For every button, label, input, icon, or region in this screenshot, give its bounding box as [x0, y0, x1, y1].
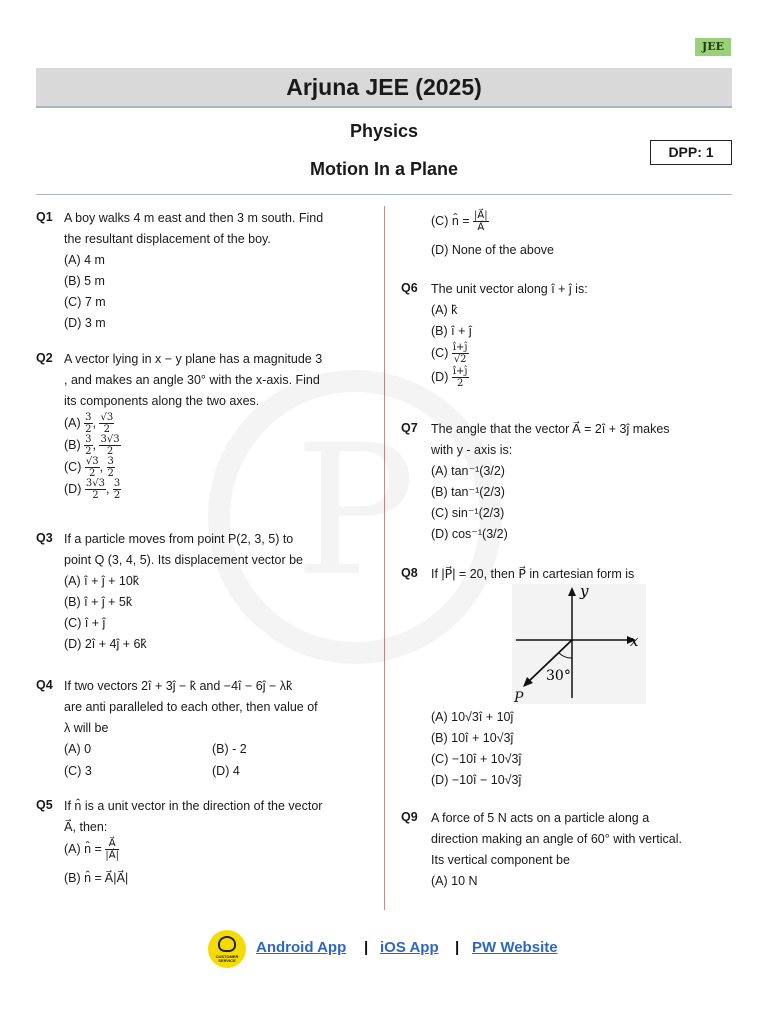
question-text: , and makes an angle 30° with the x-axis. Find — [64, 373, 320, 387]
option-a — [64, 838, 364, 868]
fraction: $\frac{√3}{2}$ — [100, 412, 114, 435]
option-a: (A) 10 N — [431, 874, 478, 888]
vector-diagram — [512, 584, 646, 704]
option-c — [431, 342, 721, 366]
question-4 — [64, 676, 364, 739]
question-text: are anti paralleled to each other, then value of — [64, 700, 318, 714]
ios-app-link[interactable]: iOS App — [380, 939, 439, 956]
question-5-continued — [431, 210, 721, 261]
question-number: Q9 — [401, 810, 418, 824]
question-5 — [64, 796, 364, 889]
question-text: If two vectors 2î + 3ĵ − k̂ and −4î − 6ĵ − λk̂ — [64, 679, 293, 693]
y-arrowhead — [568, 587, 576, 596]
option-c: (C) î + ĵ — [64, 616, 106, 630]
fraction: $\frac{3}{2}$ — [113, 478, 121, 501]
dpp-badge: DPP: 1 — [650, 140, 732, 165]
question-number: Q1 — [36, 210, 53, 224]
option-a: (A) tan⁻¹(3/2) — [431, 464, 505, 478]
option-c: (C) −10î + 10√3ĵ — [431, 752, 522, 766]
fraction: $\frac{3√3}{2}$ — [85, 478, 105, 501]
option-a: (A) 0 — [64, 742, 92, 756]
option-b: (B) 5 m — [64, 274, 105, 288]
option-c: (C) 3 — [64, 764, 92, 778]
question-text: A boy walks 4 m east and then 3 m south. Find — [64, 211, 324, 225]
axes-figure — [512, 584, 646, 704]
fraction: $\frac{√3}{2}$ — [85, 456, 99, 479]
headset-icon — [218, 936, 236, 952]
option-c: (C) sin⁻¹(2/3) — [431, 506, 505, 520]
option-c: (C) 7 m — [64, 295, 106, 309]
x-label: x — [630, 632, 639, 650]
question-text: If |P⃗| = 20, then P⃗ in cartesian form is — [431, 567, 635, 581]
option-d: (D) 4 — [212, 764, 240, 778]
page-title: Arjuna JEE (2025) — [286, 74, 482, 100]
question-7 — [431, 419, 721, 545]
option-d: (D) $\frac{3√3}{2}$ , $\frac{3}{2}$ — [64, 478, 121, 501]
customer-service-logo — [208, 930, 246, 968]
option-label: (B) — [64, 437, 81, 452]
fraction: $\frac{3}{2}$ — [107, 456, 114, 479]
header-divider — [36, 194, 732, 195]
question-1 — [64, 208, 364, 334]
option-b: (B) $\frac{3}{2}$ , $\frac{3√3}{2}$ — [64, 434, 120, 457]
option-b: (B) î + ĵ — [431, 324, 472, 338]
question-6 — [431, 279, 721, 390]
question-number: Q8 — [401, 566, 418, 580]
question-3 — [64, 529, 364, 655]
option-d: (D) None of the above — [431, 243, 554, 257]
option-a: (A) $\frac{3}{2}$ , $\frac{√3}{2}$ — [64, 412, 114, 435]
option-b: (B) - 2 — [212, 742, 247, 756]
question-text: the resultant displacement of the boy. — [64, 232, 271, 246]
question-9 — [431, 808, 721, 892]
option-c — [431, 210, 721, 240]
fraction: $\frac{î+ĵ}{2}$ — [452, 366, 468, 389]
question-number: Q7 — [401, 421, 418, 435]
option-label: (C) — [431, 345, 449, 360]
option-a: (A) 4 m — [64, 253, 105, 267]
option-d: (D) −10î − 10√3ĵ — [431, 773, 522, 787]
option-a: (A) î + ĵ + 10k̂ — [64, 574, 140, 588]
option-a: (A) 10√3î + 10ĵ — [431, 710, 514, 724]
option-label: (D) — [431, 369, 449, 384]
fraction: $\frac{|A⃗|}{A⃗}$ — [474, 210, 488, 233]
option-label: (D) — [64, 481, 82, 496]
question-text: point Q (3, 4, 5). Its displacement vector be — [64, 553, 304, 567]
question-8-options — [431, 707, 721, 791]
exam-tag: JEE — [695, 38, 731, 56]
option-b: (B) n̂ = A⃗|A⃗| — [64, 871, 129, 885]
option-label: (C) n̂ = — [431, 213, 470, 228]
question-number: Q2 — [36, 351, 53, 365]
option-d — [431, 366, 721, 390]
question-text: direction making an angle of 60° with vertical. — [431, 832, 682, 846]
android-app-link[interactable]: Android App — [256, 939, 347, 956]
option-d: (D) 2î + 4ĵ + 6k̂ — [64, 637, 147, 651]
question-text: A force of 5 N acts on a particle along a — [431, 811, 650, 825]
question-number: Q4 — [36, 678, 53, 692]
fraction: $\frac{3}{2}$ — [85, 434, 92, 457]
y-label: y — [580, 584, 589, 600]
subject-heading: Physics — [349, 121, 419, 141]
question-2 — [64, 349, 364, 500]
option-label: (A) n̂ = — [64, 841, 102, 856]
question-text: Its vertical component be — [431, 853, 570, 867]
question-number: Q5 — [36, 798, 53, 812]
option-d: (D) cos⁻¹(3/2) — [431, 527, 508, 541]
angle-label: 30° — [546, 668, 571, 684]
question-text: If n̂ is a unit vector in the direction of the vector — [64, 799, 323, 813]
option-b: (B) î + ĵ + 5k̂ — [64, 595, 133, 609]
question-text: λ will be — [64, 721, 109, 735]
question-text: The angle that the vector A⃗ = 2î + 3ĵ makes — [431, 422, 670, 436]
option-label: (A) — [64, 415, 81, 430]
option-b: (B) 10î + 10√3ĵ — [431, 731, 514, 745]
footer-separator: | — [455, 939, 460, 956]
pw-website-link[interactable]: PW Website — [472, 939, 558, 956]
fraction: $\frac{3√3}{2}$ — [100, 434, 120, 457]
question-text: The unit vector along î + ĵ is: — [431, 282, 588, 296]
option-c: (C) $\frac{√3}{2}$ , $\frac{3}{2}$ — [64, 456, 114, 479]
angle-arc — [559, 653, 572, 658]
footer-links — [208, 930, 568, 970]
option-label: (C) — [64, 459, 82, 474]
chapter-heading: Motion In a Plane — [309, 159, 458, 179]
p-label: P — [514, 690, 524, 706]
option-b: (B) tan⁻¹(2/3) — [431, 485, 505, 499]
fraction: $\frac{3}{2}$ — [85, 412, 92, 435]
option-d: (D) 3 m — [64, 316, 106, 330]
question-text: If a particle moves from point P(2, 3, 5) to — [64, 532, 294, 546]
title-bar — [36, 68, 732, 108]
question-number: Q6 — [401, 281, 418, 295]
logo-caption: CUSTOMER SERVICE — [215, 954, 239, 963]
fraction: $\frac{A⃗}{|A⃗|}$ — [105, 838, 119, 861]
question-text: A⃗, then: — [64, 820, 108, 834]
option-a: (A) k̂ — [431, 303, 458, 317]
question-text: its components along the two axes. — [64, 394, 260, 408]
question-number: Q3 — [36, 531, 53, 545]
question-text: with y - axis is: — [431, 443, 513, 457]
question-text: A vector lying in x − y plane has a magnitude 3 — [64, 352, 323, 366]
footer-separator: | — [364, 939, 369, 956]
fraction: $\frac{î+ĵ}{√2}$ — [452, 342, 468, 365]
